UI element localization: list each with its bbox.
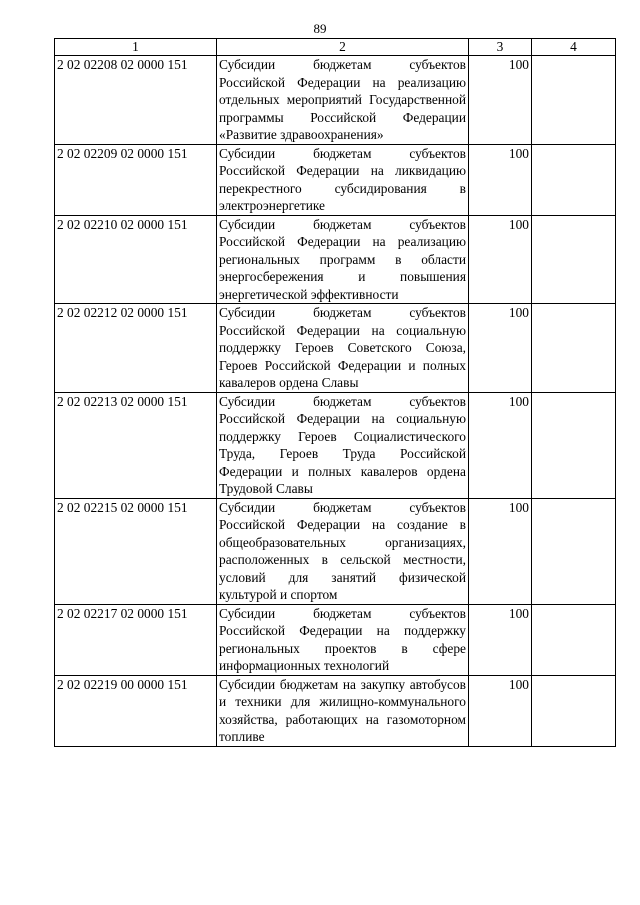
row-code: 2 02 02215 02 0000 151: [55, 498, 217, 604]
row-amount: 100: [469, 392, 532, 498]
row-description: Субсидии бюджетам субъектов Российской Федерации на реализацию региональных программ в области энергосбережения и повышения энергетической эффективности: [217, 215, 469, 304]
row-amount: 100: [469, 304, 532, 393]
budget-table: [54, 38, 616, 747]
table-row: [55, 144, 616, 215]
row-description: Субсидии бюджетам субъектов Российской Федерации на реализацию отдельных мероприятий Государственной программы Российской Федерации «Развитие здравоохранения»: [217, 56, 469, 145]
row-amount: 100: [469, 144, 532, 215]
table-row: [55, 498, 616, 604]
row-description: Субсидии бюджетам субъектов Российской Федерации на поддержку региональных проектов в сфере информационных технологий: [217, 604, 469, 675]
header-col-1: 1: [55, 39, 217, 56]
row-col4: [532, 144, 616, 215]
table-row: [55, 215, 616, 304]
row-code: 2 02 02210 02 0000 151: [55, 215, 217, 304]
row-col4: [532, 392, 616, 498]
table-header-row: [55, 39, 616, 56]
row-description: Субсидии бюджетам субъектов Российской Федерации на ликвидацию перекрестного субсидирования в электроэнергетике: [217, 144, 469, 215]
row-code: 2 02 02212 02 0000 151: [55, 304, 217, 393]
row-code: 2 02 02213 02 0000 151: [55, 392, 217, 498]
row-description: Субсидии бюджетам субъектов Российской Федерации на создание в общеобразовательных организациях, расположенных в сельской местности, условий для занятий физической культурой и спортом: [217, 498, 469, 604]
row-code: 2 02 02209 02 0000 151: [55, 144, 217, 215]
table-row: [55, 675, 616, 746]
table-row: [55, 56, 616, 145]
header-col-3: 3: [469, 39, 532, 56]
header-col-2: 2: [217, 39, 469, 56]
row-amount: 100: [469, 604, 532, 675]
header-col-4: 4: [532, 39, 616, 56]
row-col4: [532, 498, 616, 604]
row-col4: [532, 215, 616, 304]
row-col4: [532, 675, 616, 746]
table-row: [55, 304, 616, 393]
row-amount: 100: [469, 56, 532, 145]
row-code: 2 02 02208 02 0000 151: [55, 56, 217, 145]
page-number: 89: [313, 21, 327, 36]
row-code: 2 02 02219 00 0000 151: [55, 675, 217, 746]
row-col4: [532, 604, 616, 675]
row-col4: [532, 304, 616, 393]
row-amount: 100: [469, 498, 532, 604]
row-description: Субсидии бюджетам субъектов Российской Федерации на социальную поддержку Героев Советского Союза, Героев Российской Федерации и полных кавалеров ордена Славы: [217, 304, 469, 393]
row-description: Субсидии бюджетам субъектов Российской Федерации на социальную поддержку Героев Социалистического Труда, Героев Труда Российской Федерации и полных кавалеров ордена Трудовой Славы: [217, 392, 469, 498]
table-row: [55, 604, 616, 675]
row-amount: 100: [469, 215, 532, 304]
row-amount: 100: [469, 675, 532, 746]
table-row: [55, 392, 616, 498]
row-code: 2 02 02217 02 0000 151: [55, 604, 217, 675]
row-col4: [532, 56, 616, 145]
row-description: Субсидии бюджетам на закупку автобусов и техники для жилищно-коммунального хозяйства, работающих на газомоторном топливе: [217, 675, 469, 746]
